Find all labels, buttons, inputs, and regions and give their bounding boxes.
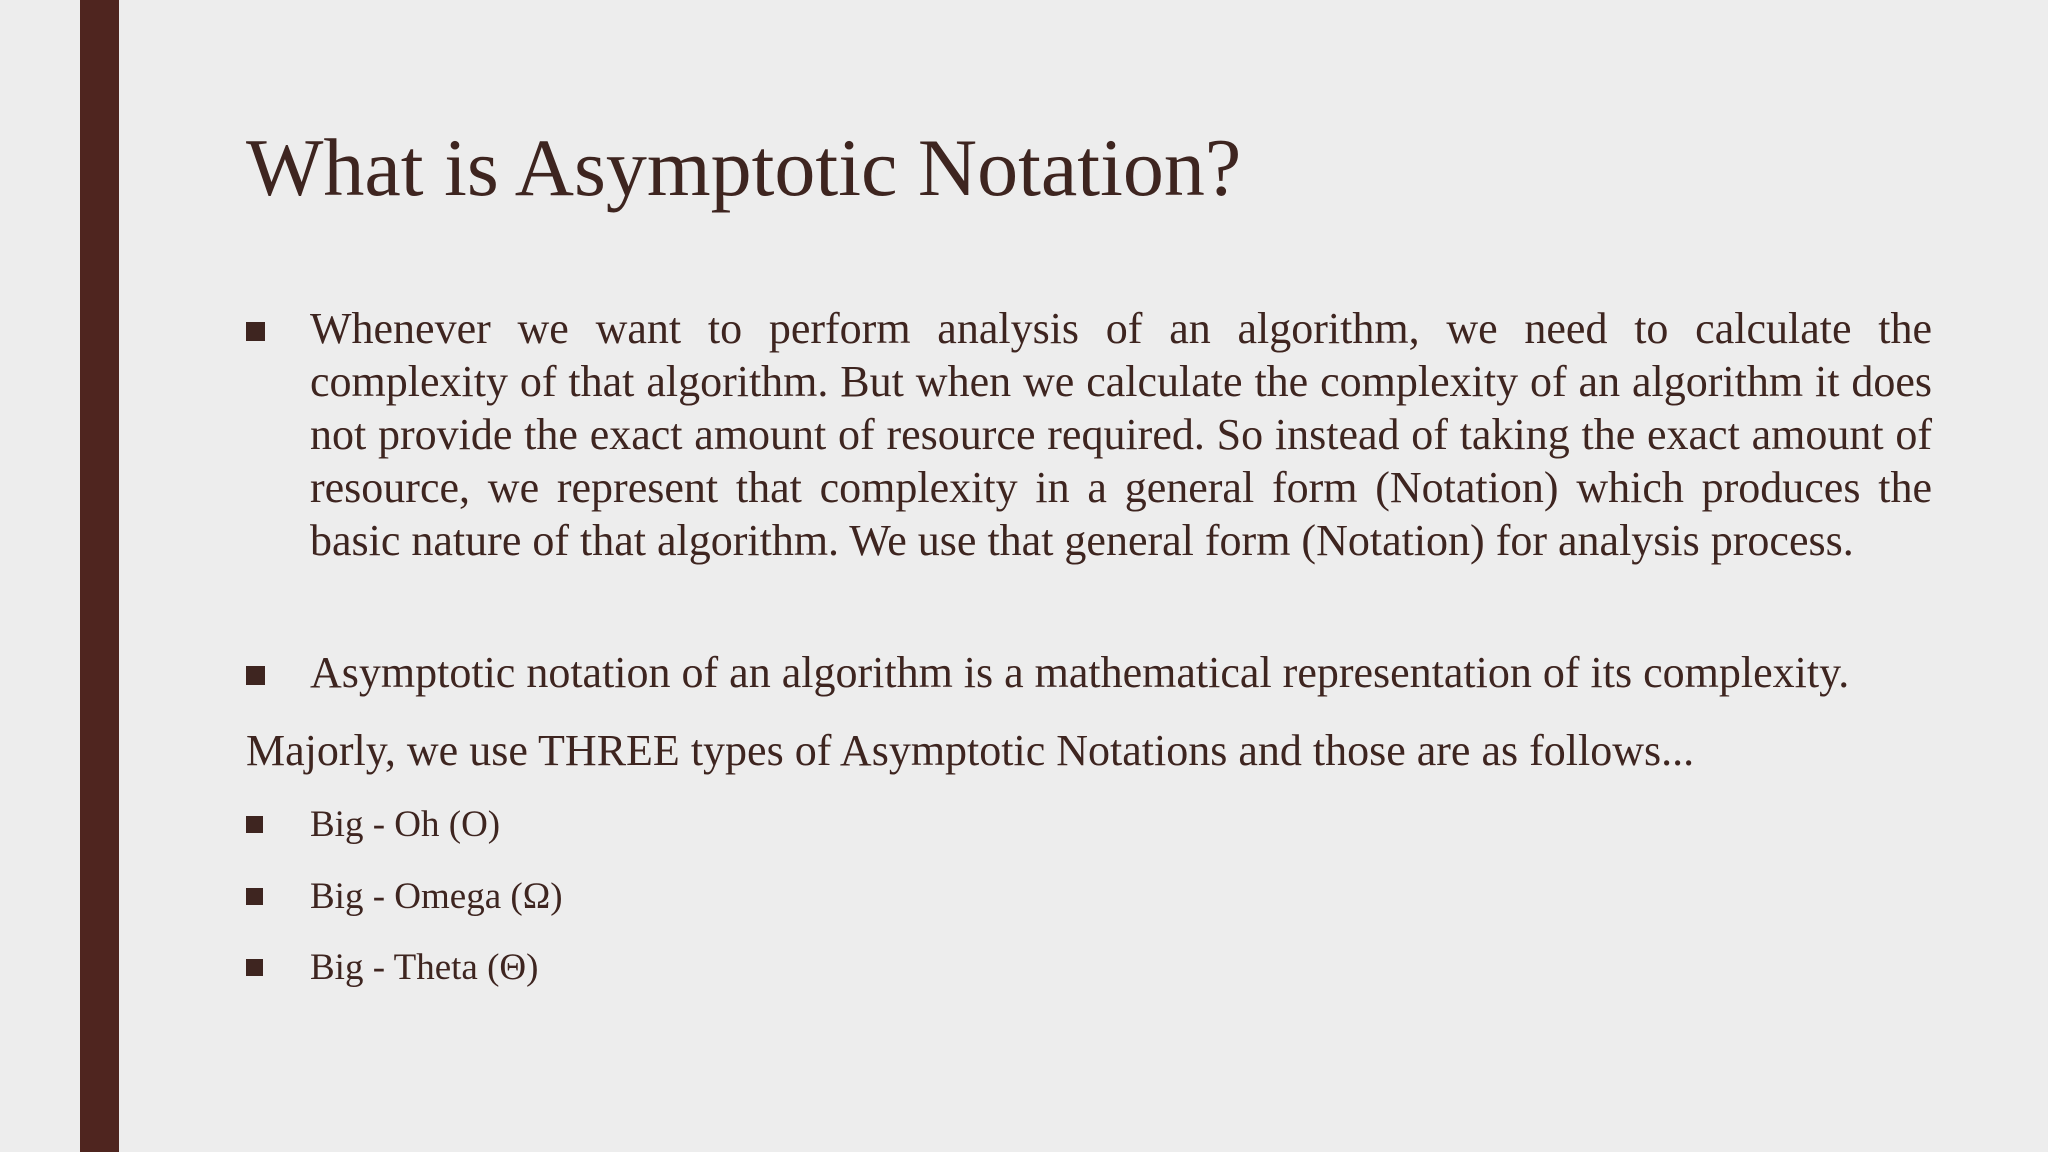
intro-text: Majorly, we use THREE types of Asymptotic Notations and those are as follows... <box>246 726 1695 775</box>
accent-bar <box>80 0 119 1152</box>
square-bullet-icon <box>246 666 265 685</box>
notation-item <box>246 874 563 920</box>
notation-item <box>246 802 500 848</box>
square-bullet-icon <box>246 888 263 905</box>
square-bullet-icon <box>246 816 263 833</box>
square-bullet-icon <box>246 959 263 976</box>
bullet-item <box>246 302 1932 567</box>
notation-item <box>246 945 538 991</box>
square-bullet-icon <box>246 322 265 341</box>
notation-label: Big - Omega (Ω) <box>310 876 563 917</box>
bullet-text: Whenever we want to perform analysis of an algorithm, we need to calculate the complexity of that algorithm. But when we calculate the complexity of an algorithm it does not provide the exact amount of resource required. So instead of taking the exact amount of resource, we represent that complexity in a general form (Notation) which produces the basic nature of that algorithm. We use that general form (Notation) for analysis process. <box>310 304 1932 565</box>
notation-label: Big - Theta (Θ) <box>310 947 539 988</box>
bullet-item <box>246 646 1966 699</box>
bullet-text: Asymptotic notation of an algorithm is a mathematical representation of its complexity. <box>310 648 1850 697</box>
slide-title: What is Asymptotic Notation? <box>246 122 1242 213</box>
notation-label: Big - Oh (O) <box>310 804 501 845</box>
